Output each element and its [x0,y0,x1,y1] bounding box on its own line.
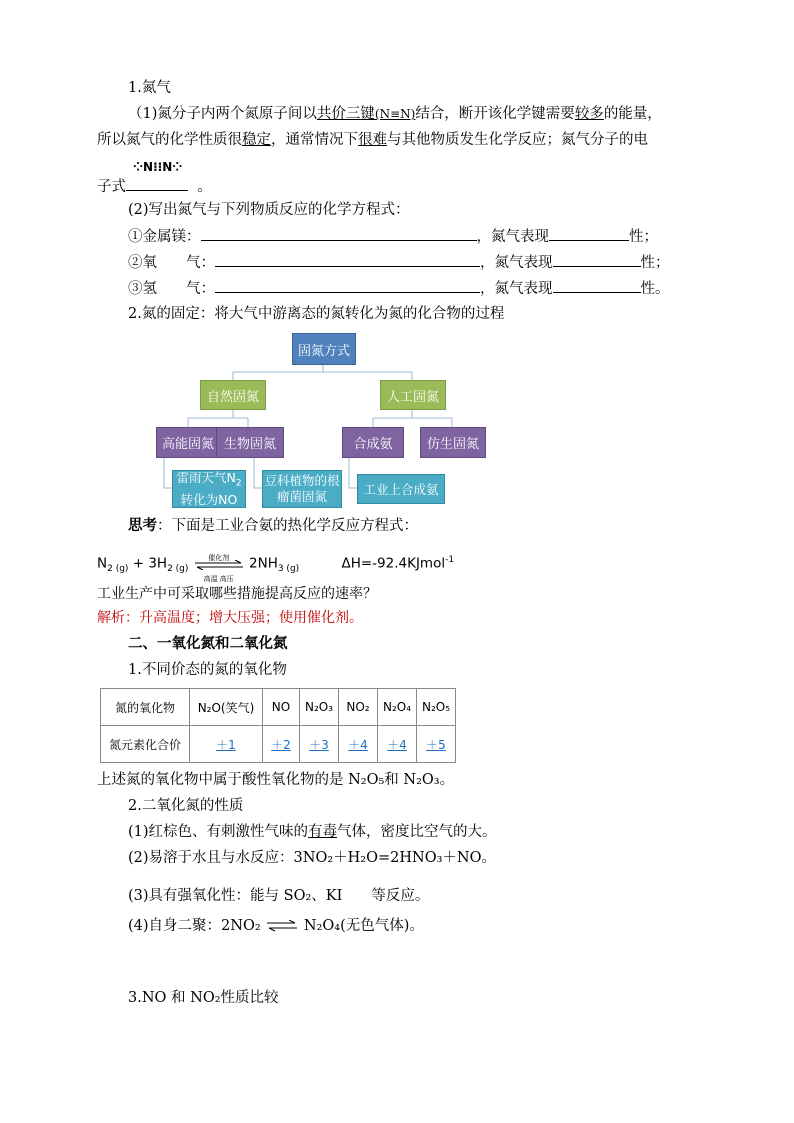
table-row [101,689,456,726]
table-row-label: 氮元素化合价 [101,726,190,763]
question-rate: 工业生产中可采取哪些措施提高反应的速率？ [97,586,377,602]
section-heading-fixation: 2.氮的固定：将大气中游离态的氮转化为氮的化合物的过程 [128,306,505,322]
valence-value: ＋2 [271,737,291,752]
table-cell: N₂O₄ [378,689,417,726]
reaction-hydrogen: ③氢 气： ，氮气表现 性。 [128,278,670,299]
subheading-no2: 2.二氧化氮的性质 [128,798,244,814]
no2-property-3: (3)具有强氧化性：能与 SO₂、KI 等反应。 [128,888,430,904]
valence-value: ＋4 [387,737,407,752]
subheading-oxides: 1.不同价态的氮的氧化物 [128,662,287,678]
table-cell: N₂O₅ [417,689,456,726]
acidic-oxides-note: 上述氮的氧化物中属于酸性氧化物的是 N₂O₅和 N₂O₃。 [97,772,455,788]
paragraph-stability: 所以氮气的化学性质很稳定，通常情况下很难与其他物质发生化学反应；氮气分子的电 [97,132,648,148]
tree-node-artificial: 人工固氮 [380,380,446,410]
subheading-compare: 3.NO 和 NO₂性质比较 [128,990,279,1006]
tree-node-bio: 生物固氮 [216,427,284,458]
no2-property-2: (2)易溶于水且与水反应：3NO₂＋H₂O=2HNO₃＋NO。 [128,850,496,866]
no2-property-4: (4)自身二聚：2NO₂ N₂O₄(无色气体)。 [128,918,424,934]
valence-value: ＋1 [216,737,236,752]
paragraph-bond: （1)氮分子内两个氮原子间以共价三键(N≡N)结合，断开该化学键需要较多的能量， [128,106,662,122]
reversible-arrow-icon [265,920,299,932]
valence-value: ＋3 [309,737,329,752]
answer-rate: 解析：升高温度；增大压强；使用催化剂。 [97,610,363,626]
tree-node-synth: 合成氨 [342,427,404,458]
tree-node-bionic: 仿生固氮 [420,427,486,458]
electron-dot-formula: ⁘N⁝⁝N⁘ [133,160,183,174]
reaction-oxygen: ②氧 气： ，氮气表现 性； [128,252,670,273]
tree-leaf-lightning: 雷雨天气$N_2$ 转化为NO [172,470,246,508]
table-cell: NO₂ [339,689,378,726]
table-cell: NO [263,689,300,726]
equilibrium-arrow-icon: 催化剂 高温 高压 [193,557,245,571]
table-row-label: 氮的氧化物 [101,689,190,726]
valence-value: ＋5 [426,737,446,752]
equation-ammonia: $N_{2 (g)} + 3H_{2 (g)}$ 催化剂 高温 高压 $2NH_{3 (g)}$ ΔH=-92.4KJmol$^{-1}$ [97,553,455,583]
table-row [101,726,456,763]
tree-node-root: 固氮方式 [292,333,356,365]
section-heading-nitrogen: 1.氮气 [128,80,171,96]
table-cell: N₂O₃ [300,689,339,726]
table-cell: N₂O(笑气) [190,689,263,726]
tree-leaf-industrial: 工业上合成氨 [357,474,445,504]
tree-node-high-energy: 高能固氮 [156,427,220,458]
no2-property-1: (1)红棕色、有刺激性气味的有毒气体，密度比空气的大。 [128,824,497,840]
think-line: 思考：下面是工业合氨的热化学反应方程式： [128,517,418,534]
oxides-table [100,688,456,763]
paragraph-electron-formula: 子式 。 [97,176,212,197]
reaction-magnesium: ①金属镁： ，氮气表现 性； [128,226,658,247]
question-equations: (2)写出氮气与下列物质反应的化学方程式： [128,202,410,218]
tree-leaf-legume: 豆科植物的根 瘤菌固氮 [262,470,342,508]
valence-value: ＋4 [348,737,368,752]
section-title-oxides: 二、一氧化氮和二氧化氮 [128,635,288,652]
tree-node-natural: 自然固氮 [200,380,266,410]
